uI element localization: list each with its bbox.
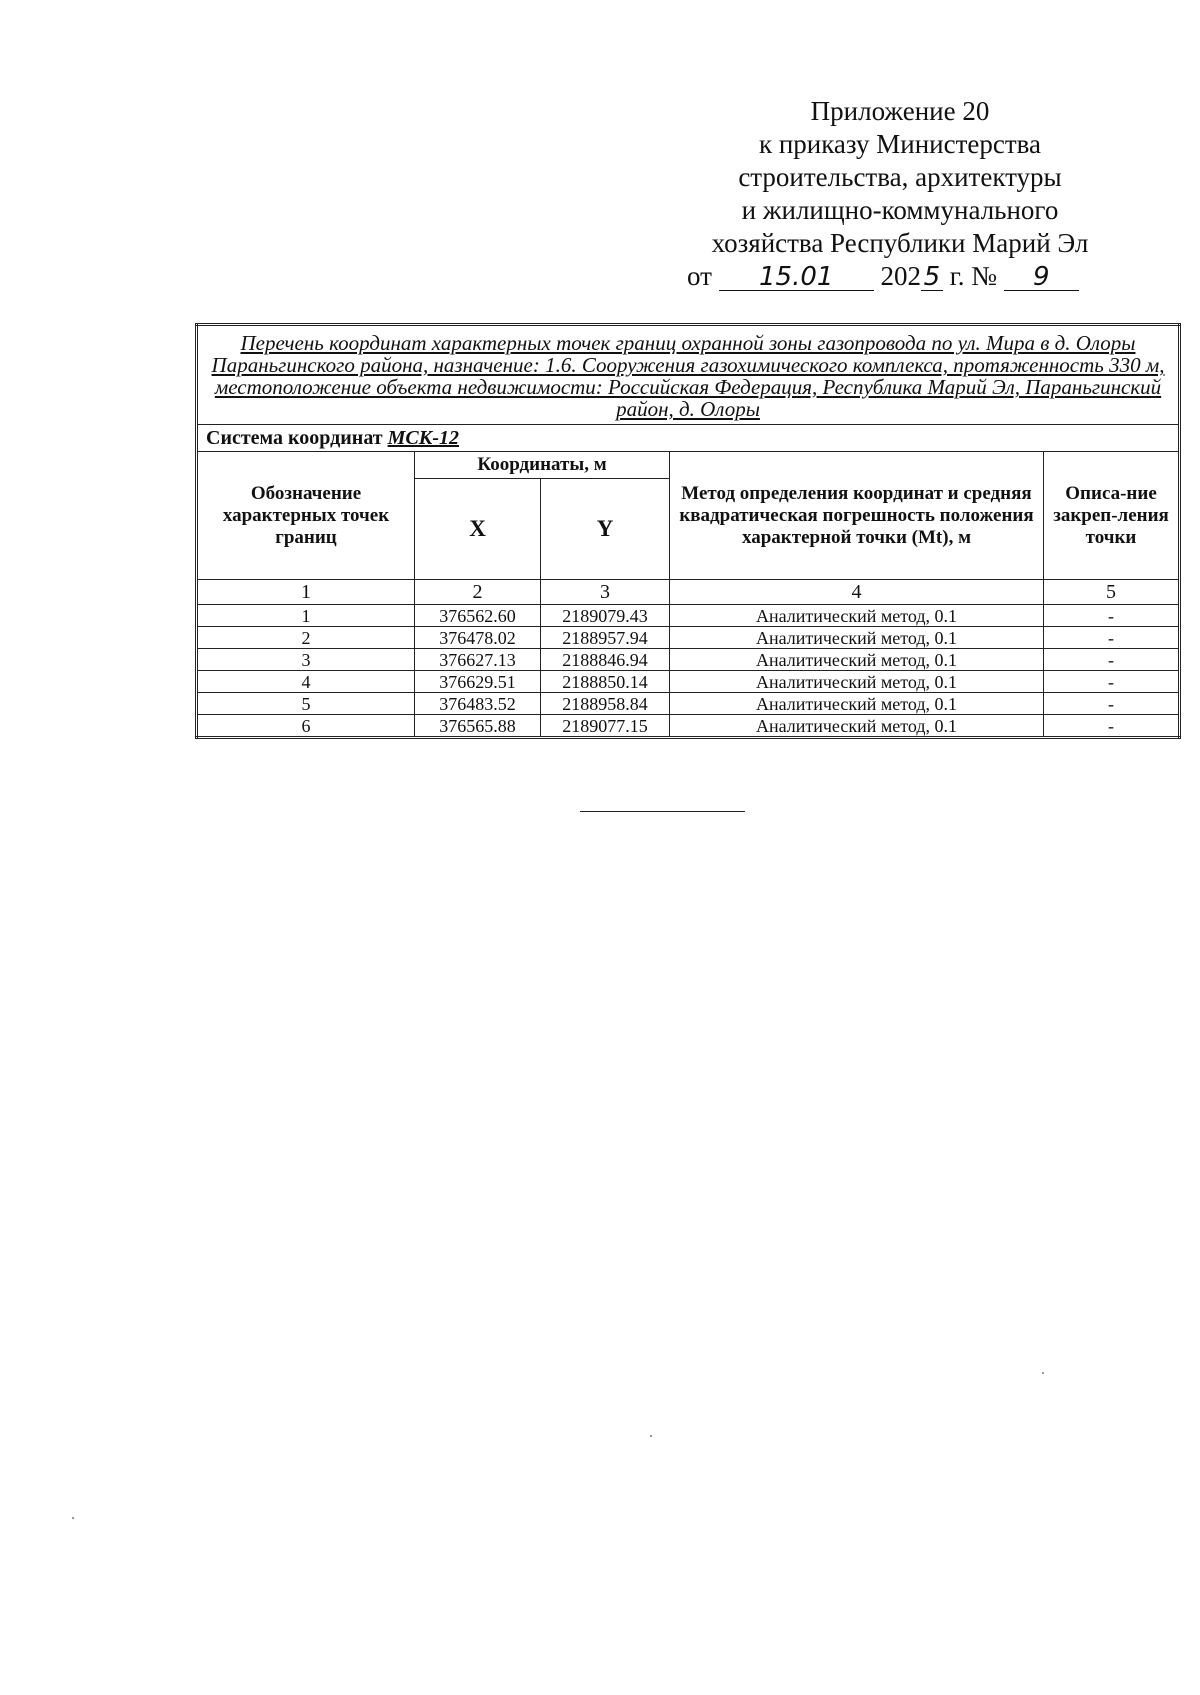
column-number: 3 <box>541 580 670 605</box>
cell-x: 376627.13 <box>415 649 541 671</box>
year-prefix: 202 <box>880 261 921 291</box>
coordinate-system-value: МСК-12 <box>387 427 459 449</box>
cell-point: 6 <box>197 715 415 738</box>
appendix-heading <box>687 95 1110 293</box>
cell-point: 2 <box>197 627 415 649</box>
table-row <box>197 715 1180 738</box>
column-number: 4 <box>670 580 1044 605</box>
appendix-republic-line: хозяйства Республики Марий Эл <box>711 228 1089 258</box>
header-method: Метод определения координат и средняя квадратическая погрешность положения характерной точки (Mt), м <box>670 452 1044 580</box>
header-x: X <box>415 479 541 580</box>
cell-method: Аналитический метод, 0.1 <box>670 693 1044 715</box>
cell-y: 2188850.14 <box>541 671 670 693</box>
cell-x: 376562.60 <box>415 605 541 627</box>
cell-x: 376565.88 <box>415 715 541 738</box>
coordinate-system-label: Система координат <box>206 427 383 449</box>
cell-y: 2189079.43 <box>541 605 670 627</box>
appendix-order-line: к приказу Министерства <box>758 129 1042 159</box>
cell-y: 2188958.84 <box>541 693 670 715</box>
cell-description: - <box>1044 671 1180 693</box>
cell-point: 1 <box>197 605 415 627</box>
cell-x: 376629.51 <box>415 671 541 693</box>
cell-point: 3 <box>197 649 415 671</box>
scan-speck <box>1042 1372 1044 1374</box>
header-y: Y <box>541 479 670 580</box>
cell-point: 4 <box>197 671 415 693</box>
cell-method: Аналитический метод, 0.1 <box>670 649 1044 671</box>
number-prefix: г. № <box>949 261 997 291</box>
cell-x: 376478.02 <box>415 627 541 649</box>
cell-method: Аналитический метод, 0.1 <box>670 627 1044 649</box>
table-row <box>197 693 1180 715</box>
appendix-ministry-line: строительства, архитектуры <box>738 162 1062 192</box>
appendix-number: Приложение 20 <box>810 96 990 126</box>
table-row <box>197 627 1180 649</box>
cell-y: 2188957.94 <box>541 627 670 649</box>
scan-speck <box>650 1435 652 1437</box>
table-title: Перечень координат характерных точек границ охранной зоны газопровода по ул. Мира в д. Олоры Параньгинского района, назначение: 1.6. Сооружения газохимического комплекса, протяженность 330 м, местоположение объекта недвижимости: Российская Федерация, Республика Марий Эл, Параньгинский район, д. Олоры <box>197 325 1180 425</box>
cell-description: - <box>1044 605 1180 627</box>
cell-point: 5 <box>197 693 415 715</box>
table-row <box>197 649 1180 671</box>
handwritten-number: 9 <box>1004 264 1079 291</box>
table-row <box>197 671 1180 693</box>
cell-description: - <box>1044 627 1180 649</box>
column-number: 1 <box>197 580 415 605</box>
cell-description: - <box>1044 693 1180 715</box>
end-rule <box>580 811 745 812</box>
header-point-designation: Обозначение характерных точек границ <box>197 452 415 580</box>
cell-x: 376483.52 <box>415 693 541 715</box>
handwritten-date: 15.01 <box>719 264 874 291</box>
cell-method: Аналитический метод, 0.1 <box>670 715 1044 738</box>
column-number: 2 <box>415 580 541 605</box>
coordinates-table <box>195 323 1181 739</box>
handwritten-year: 5 <box>921 264 943 291</box>
cell-description: - <box>1044 715 1180 738</box>
date-prefix: от <box>687 261 712 291</box>
header-coordinates: Координаты, м <box>415 452 670 479</box>
cell-description: - <box>1044 649 1180 671</box>
cell-y: 2188846.94 <box>541 649 670 671</box>
column-number: 5 <box>1044 580 1180 605</box>
cell-y: 2189077.15 <box>541 715 670 738</box>
column-numbers-row <box>197 580 1180 605</box>
header-description: Описа-ние закреп-ления точки <box>1044 452 1180 580</box>
appendix-ministry-line-2: и жилищно-коммунального <box>741 195 1059 225</box>
scan-speck <box>72 1517 74 1519</box>
coordinate-system <box>197 425 1180 452</box>
cell-method: Аналитический метод, 0.1 <box>670 605 1044 627</box>
cell-method: Аналитический метод, 0.1 <box>670 671 1044 693</box>
table-row <box>197 605 1180 627</box>
appendix-date-line <box>687 260 1110 293</box>
